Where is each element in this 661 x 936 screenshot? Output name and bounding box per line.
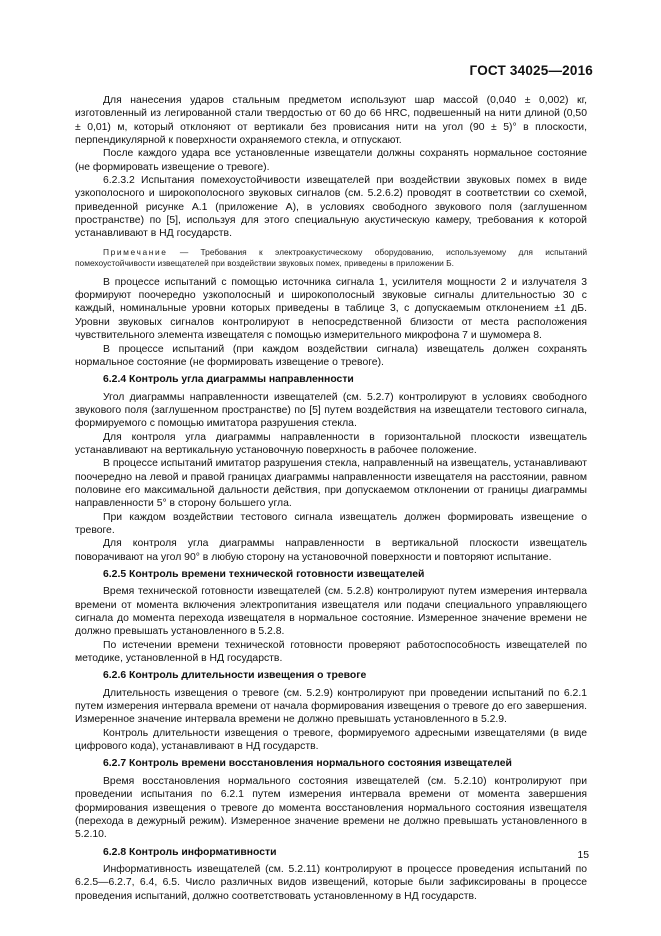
paragraph: Для контроля угла диаграммы направленности в вертикальной плоскости извещатель поворачивают на угол 90° в любую сторону на установочной поверхности и повторяют испытание. <box>75 538 587 563</box>
paragraph: По истечении времени технической готовности проверяют работоспособность извещателей по методике, установленной в НД государств. <box>75 639 587 665</box>
paragraph: В процессе испытаний (при каждом воздействии сигнала) извещатель должен сохранять нормальное состояние (не формировать извещение о тревоге). <box>75 343 587 368</box>
paragraph: Контроль длительности извещения о тревоге, формируемого адресными извещателями (в виде цифрового кода), устанавливают в НД государств. <box>75 727 587 753</box>
paragraph: 6.2.3.2 Испытания помехоустойчивости извещателей при воздействии звуковых помех в виде узкополосного и широкополосного звуковых сигналов (см. 5.2.6.2) проводят в соответствии со схемой, приведенной рисунке А.1 (приложение А), в условиях свободного звукового поля (заглушенном пространстве) по [5], используя для этого специальную акустическую камеру, требования к которой устанавливают в НД государств. <box>75 175 587 240</box>
paragraph: Информативность извещателей (см. 5.2.11) контролируют в процессе проведения испытаний по 6.2.5—6.2.7, 6.4, 6.5. Число различных видов извещений, которые были зафиксированы в процессе проведения испытаний, должно соответствовать установленному в НД государств. <box>75 863 587 902</box>
section-heading-6-2-6: 6.2.6 Контроль длительности извещения о тревоге <box>103 670 367 682</box>
paragraph: В процессе испытаний имитатор разрушения стекла, направленный на извещатель, устанавливают поочередно на левой и правой границах диаграммы направленности извещателя на расстоянии, равном половине его максимальной дальности действия, при допускаемом отклонении от границы диаграммы направленности 5° в сторону большего угла. <box>75 458 587 510</box>
paragraph: В процессе испытаний с помощью источника сигнала 1, усилителя мощности 2 и излучателя 3 формируют поочередно узкополосный и широкополосный звуковые сигналы длительностью 30 с каждый, номинальные уровни которых приведены в таблице 3, с допускаемым отклонением ±1 дБ. Уровни звуковых сигналов контролируют в непосредственной близости от места расположения чувствительного элемента извещателя с помощью измерительного микрофона 7 и шумомера 8. <box>75 276 587 342</box>
note <box>75 247 587 270</box>
page-number: 15 <box>577 850 589 861</box>
section-heading-6-2-8: 6.2.8 Контроль информативности <box>103 846 277 858</box>
paragraph: После каждого удара все установленные извещатели должны сохранять нормальное состояние (не формировать извещение о тревоге). <box>75 148 587 173</box>
section-heading-6-2-5: 6.2.5 Контроль времени технической готовности извещателей <box>103 569 425 580</box>
paragraph: Для нанесения ударов стальным предметом используют шар массой (0,040 ± 0,002) кг, изготовленный из легированной стали твердостью от 60 до 66 HRC, подвешенный на нити длиной (0,50 ± 0,01) м, который отклоняют от вертикали без провисания нити на угол (90 ± 5)° в плоскости, перпендикулярной к поверхности охраняемого стекла, и отпускают. <box>75 95 587 147</box>
paragraph: Длительность извещения о тревоге (см. 5.2.9) контролируют при проведении испытаний по 6.2.1 путем измерения интервала времени от начала формирования извещения о тревоге до его завершения. Измеренное значение интервала времени не должно превышать установленного в 5.2.9. <box>75 687 587 726</box>
document-body <box>75 94 587 903</box>
note-label: Примечание <box>103 246 168 257</box>
paragraph: При каждом воздействии тестового сигнала извещатель должен формировать извещение о тревоге. <box>75 511 587 536</box>
note-text: — Требования к электроакустическому оборудованию, используемому для испытаний помехоустойчивости извещателей при воздействии звуковых помех, приведены в приложении Б. <box>75 246 587 269</box>
standard-header: ГОСТ 34025—2016 <box>469 63 593 78</box>
paragraph: Угол диаграммы направленности извещателей (см. 5.2.7) контролируют в условиях свободного звукового поля (заглушенном пространстве) по [5] путем воздействия на извещатели тестового сигнала, формируемого с помощью имитатора разрушения стекла. <box>75 391 587 430</box>
section-heading-6-2-4: 6.2.4 Контроль угла диаграммы направленности <box>103 374 354 386</box>
section-heading-6-2-7: 6.2.7 Контроль времени восстановления нормального состояния извещателей <box>103 758 512 770</box>
paragraph: Для контроля угла диаграммы направленности в горизонтальной плоскости извещатель устанавливают на вертикальную установочную поверхность в рабочее положение. <box>75 431 587 456</box>
paragraph: Время восстановления нормального состояния извещателей (см. 5.2.10) контролируют при проведении испытания по 6.2.1 путем измерения интервала времени от момента завершения формирования извещения о тревоге до момента восстановления нормального состояния извещателя (перехода в дежурный режим). Измеренное значение времени не должно превышать установленного в 5.2.10. <box>75 775 587 841</box>
paragraph: Время технической готовности извещателей (см. 5.2.8) контролируют путем измерения интервала времени от момента включения электропитания извещателя или подачи специального управляющего сигнала до момента перехода извещателя в нормальное состояние. Измеренное значение времени не должно превышать установленного в 5.2.8. <box>75 586 587 638</box>
